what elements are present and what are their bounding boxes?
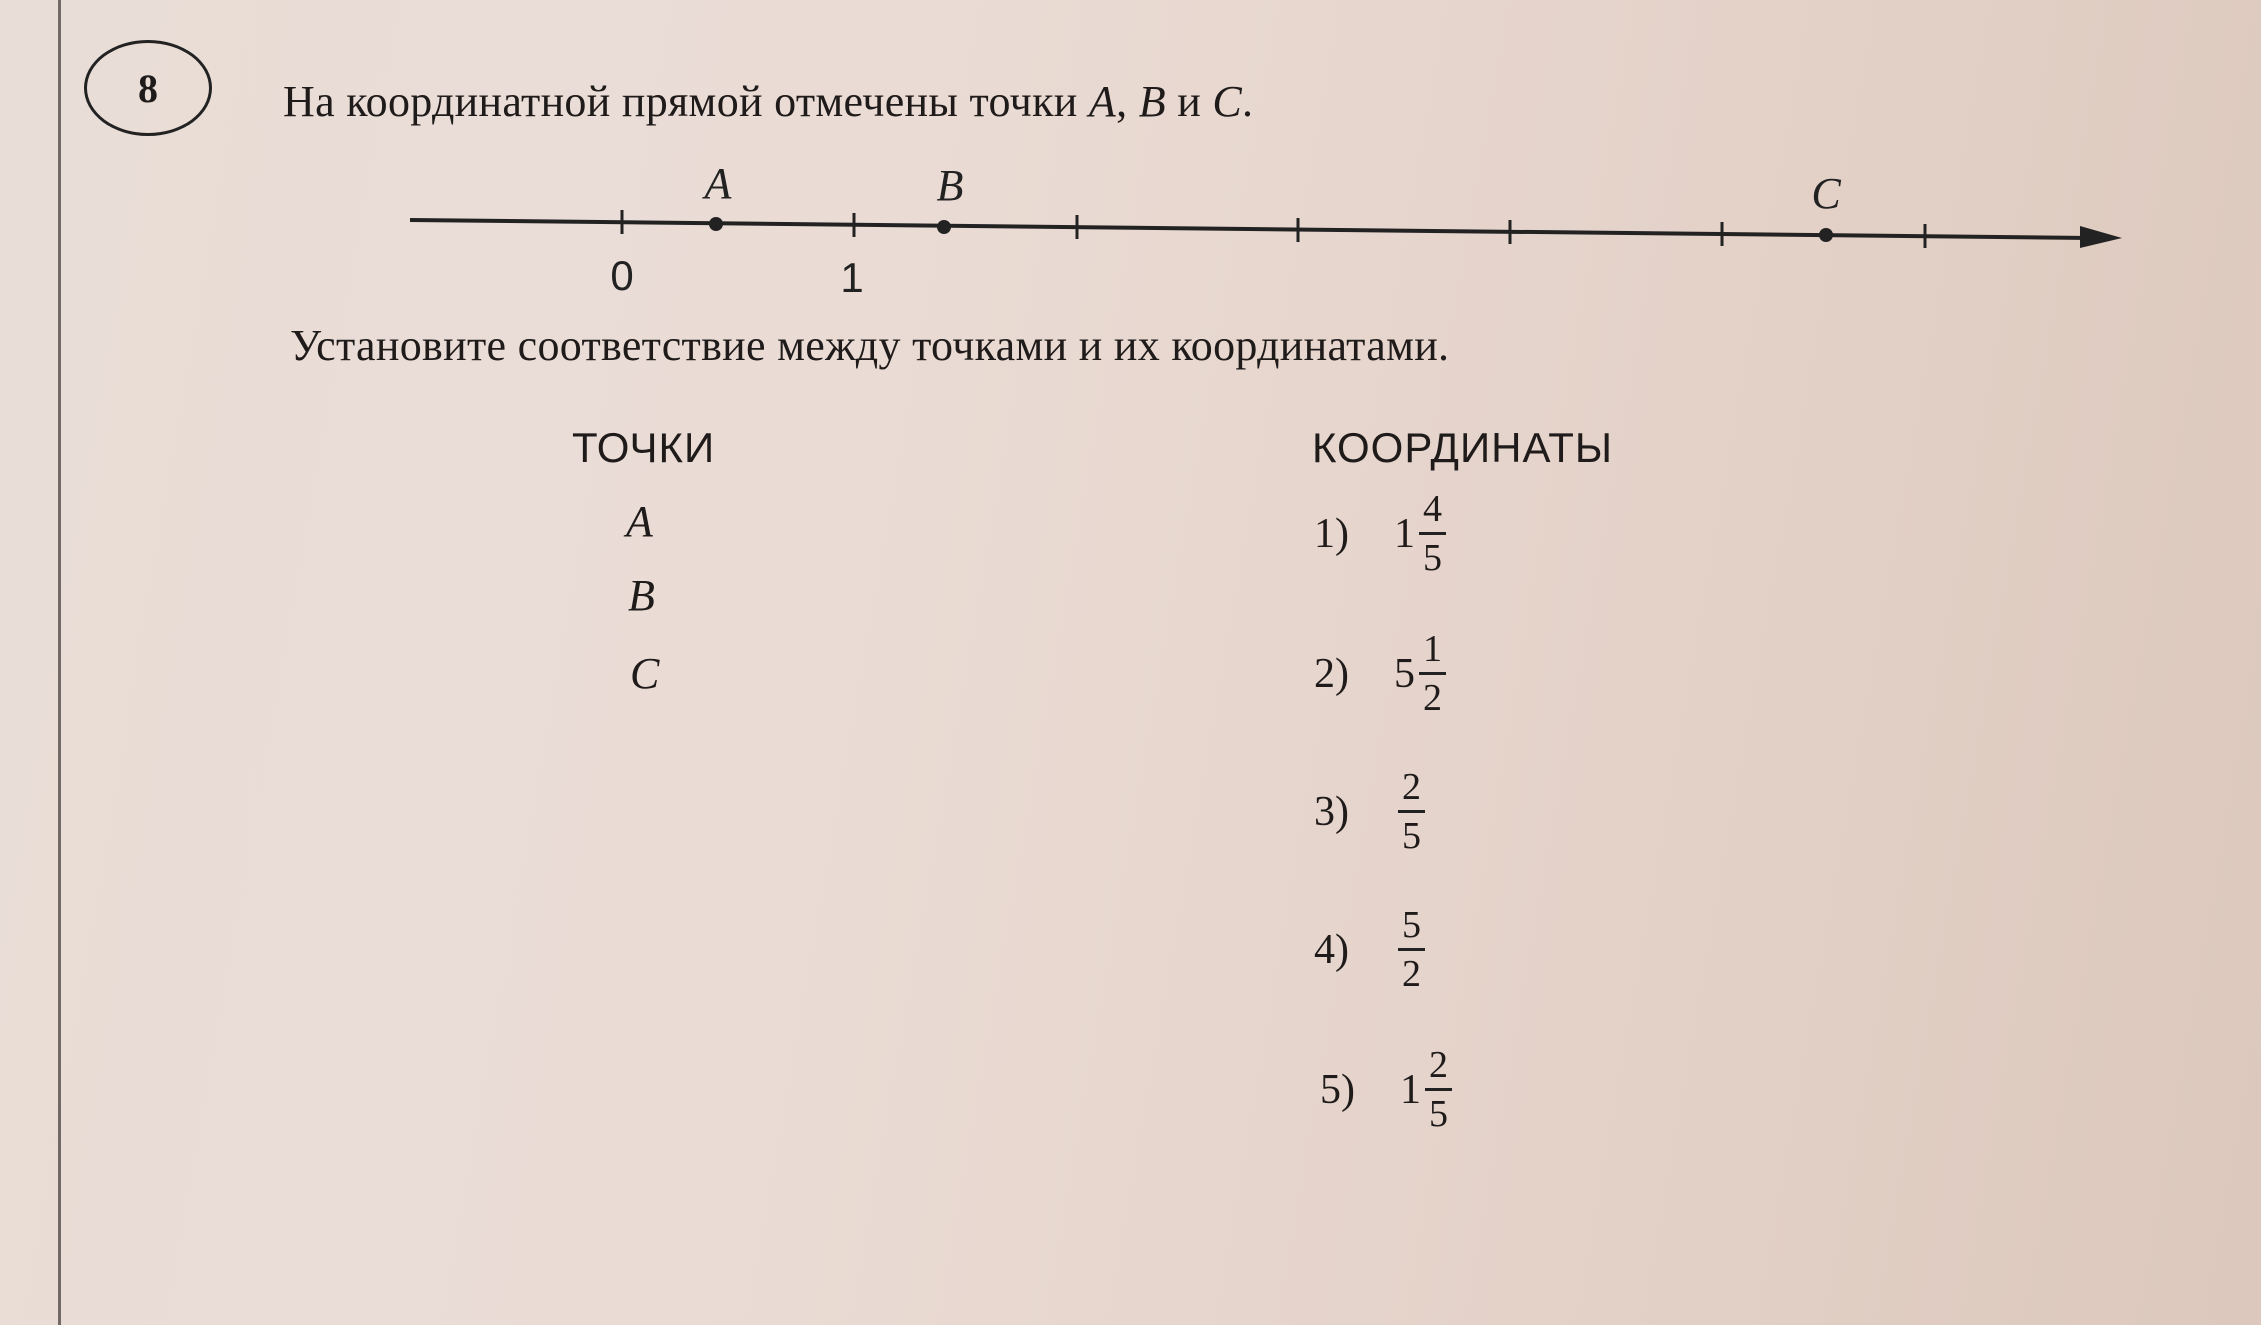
option-2-denominator: 2 <box>1423 677 1442 719</box>
number-line <box>0 0 2261 320</box>
label-point-a: A <box>704 159 732 208</box>
option-5-number: 5) <box>1320 1066 1355 1113</box>
option-2-whole: 5 <box>1394 650 1415 697</box>
option-4-number: 4) <box>1314 926 1349 973</box>
option-1-denominator: 5 <box>1423 537 1442 579</box>
option-3-numerator: 2 <box>1398 768 1425 813</box>
question-point-c: C <box>1212 77 1242 126</box>
option-3-fraction <box>1398 768 1425 855</box>
point-b-dot <box>937 220 951 234</box>
question-sep1: , <box>1116 77 1139 126</box>
question-text-after: . <box>1242 77 1254 126</box>
points-list-c: C <box>630 649 660 698</box>
points-header: ТОЧКИ <box>572 424 716 471</box>
question-sep2: и <box>1165 77 1213 126</box>
option-3-number: 3) <box>1314 788 1349 835</box>
number-line-arrow <box>2080 226 2122 248</box>
option-5-fraction <box>1425 1046 1452 1133</box>
option-1-number: 1) <box>1314 510 1349 557</box>
instruction-text: Установите соответствие между точками и их координатами. <box>290 321 1450 370</box>
task-number: 8 <box>138 65 158 111</box>
point-a-dot <box>709 217 723 231</box>
option-4-fraction <box>1398 906 1425 993</box>
question-text-before: На координатной прямой отмечены точки <box>283 77 1089 126</box>
coords-header: КООРДИНАТЫ <box>1312 424 1614 471</box>
option-2 <box>1314 630 1446 717</box>
option-5-numerator: 2 <box>1425 1046 1452 1091</box>
question-point-b: B <box>1138 77 1166 126</box>
option-3 <box>1314 768 1425 855</box>
option-2-fraction <box>1419 630 1446 717</box>
label-point-b: B <box>936 161 964 210</box>
option-5-denominator: 5 <box>1429 1093 1448 1135</box>
option-4-numerator: 5 <box>1398 906 1425 951</box>
label-point-c: C <box>1811 169 1841 218</box>
option-2-number: 2) <box>1314 650 1349 697</box>
option-1-fraction <box>1419 490 1446 577</box>
option-5 <box>1320 1046 1452 1133</box>
point-c-dot <box>1819 228 1833 242</box>
points-list-b: B <box>628 571 655 620</box>
option-3-denominator: 5 <box>1402 815 1421 857</box>
option-1-numerator: 4 <box>1419 490 1446 535</box>
points-list-a: A <box>626 497 653 546</box>
label-zero: 0 <box>610 252 634 299</box>
option-1-whole: 1 <box>1394 510 1415 557</box>
option-5-whole: 1 <box>1400 1066 1421 1113</box>
question-point-a: A <box>1088 77 1117 126</box>
option-4-denominator: 2 <box>1402 953 1421 995</box>
option-1 <box>1314 490 1446 577</box>
option-2-numerator: 1 <box>1419 630 1446 675</box>
option-4 <box>1314 906 1425 993</box>
label-one: 1 <box>840 254 864 301</box>
number-line-axis <box>410 220 2090 238</box>
